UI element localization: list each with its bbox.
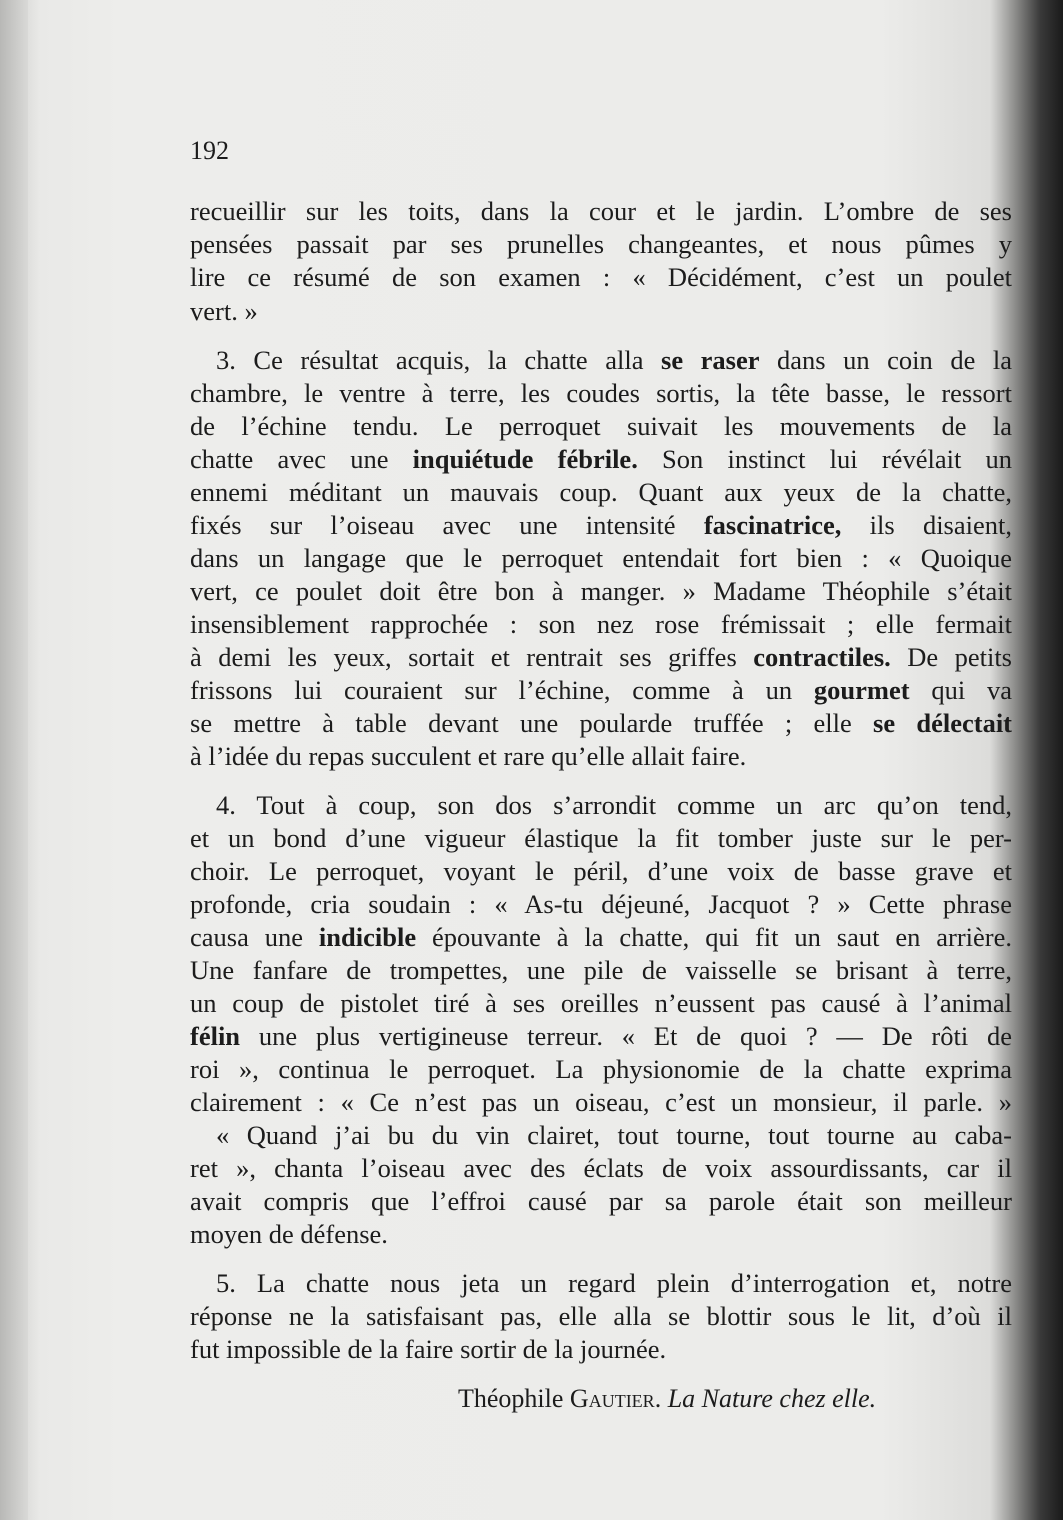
text-line xyxy=(190,986,1012,1020)
text-segment: à l’idée du repas succulent et rare qu’elle allait faire. xyxy=(190,741,747,771)
text-line xyxy=(216,1118,1012,1152)
text-line xyxy=(190,1332,666,1366)
text-segment: pensées passait par ses prunelles changeantes, et nous pûmes y xyxy=(190,229,1012,259)
text-segment: moyen de défense. xyxy=(190,1219,388,1249)
text-line xyxy=(190,1151,1012,1185)
text-segment: ils disaient, xyxy=(841,510,1012,540)
text-segment: de l’échine tendu. Le perroquet suivait les mouvements de la xyxy=(190,411,1012,441)
text-segment: profonde, cria soudain : « As-tu déjeuné, Jacquot ? » Cette phrase xyxy=(190,889,1012,919)
bold-term: se raser xyxy=(661,345,760,375)
text-line xyxy=(190,376,1012,410)
text-line xyxy=(190,1019,1012,1053)
text-line xyxy=(190,1184,1012,1218)
text-segment: 3. Ce résultat acquis, la chatte alla xyxy=(216,345,662,375)
text-segment: choir. Le perroquet, voyant le péril, d’une voix de basse grave et xyxy=(190,856,1012,886)
text-segment: chatte avec une xyxy=(190,444,413,474)
text-segment: chambre, le ventre à terre, les coudes sortis, la tête basse, le ressort xyxy=(190,378,1012,408)
text-segment: 5. La chatte nous jeta un regard plein d’interrogation et, notre xyxy=(216,1268,1012,1298)
attribution xyxy=(458,1384,876,1414)
attribution-separator: . xyxy=(654,1384,668,1413)
page-edge xyxy=(0,0,28,1520)
text-segment: 4. Tout à coup, son dos s’arrondit comme un arc qu’on tend, xyxy=(216,790,1012,820)
text-line xyxy=(190,1052,1012,1086)
text-segment: une plus vertigineuse terreur. « Et de quoi ? — De rôti de xyxy=(240,1021,1012,1051)
text-segment: roi », continua le perroquet. La physionomie de la chatte exprima xyxy=(190,1054,1012,1084)
bold-term: fascinatrice, xyxy=(703,510,842,540)
text-segment: et un bond d’une vigueur élastique la fit tomber juste sur le per- xyxy=(190,823,1012,853)
text-segment: qui va xyxy=(909,675,1013,705)
page-number: 192 xyxy=(190,136,229,165)
text-line xyxy=(190,739,746,773)
text-segment: recueillir sur les toits, dans la cour et le jardin. L’ombre de ses xyxy=(190,196,1012,226)
text-segment: Une fanfare de trompettes, une pile de vaisselle se brisant à terre, xyxy=(190,955,1012,985)
text-line xyxy=(216,1266,1012,1300)
text-line xyxy=(190,1299,1012,1333)
text-segment: vert. » xyxy=(190,296,258,326)
work-title: La Nature chez elle. xyxy=(667,1384,877,1413)
text-segment: insensiblement rapprochée : son nez rose frémissait ; elle fermait xyxy=(190,609,1012,639)
text-line xyxy=(190,1217,388,1251)
bold-term: se délectait xyxy=(873,708,1013,738)
text-segment: réponse ne la satisfaisant pas, elle alla se blottir sous le lit, d’où il xyxy=(190,1301,1012,1331)
author-surname: Gautier xyxy=(569,1384,655,1413)
text-line xyxy=(190,607,1012,641)
text-line xyxy=(190,294,258,328)
text-segment: clairement : « Ce n’est pas un oiseau, c’est un monsieur, il parle. » xyxy=(190,1087,1012,1117)
bold-term: indicible xyxy=(318,922,417,952)
text-segment: un coup de pistolet tiré à ses oreilles n’eussent pas causé à l’animal xyxy=(190,988,1012,1018)
text-segment: ret », chanta l’oiseau avec des éclats de voix assourdissants, car il xyxy=(190,1153,1012,1183)
text-line xyxy=(190,953,1012,987)
text-line xyxy=(190,260,1012,294)
text-segment: causa une xyxy=(190,922,319,952)
text-segment: lire ce résumé de son examen : « Décidément, c’est un poulet xyxy=(190,262,1012,292)
text-line xyxy=(190,508,1012,542)
text-line xyxy=(190,1085,1012,1119)
text-line xyxy=(190,706,1012,740)
text-segment: Son instinct lui révélait un xyxy=(637,444,1013,474)
author-first-name: Théophile xyxy=(458,1384,570,1413)
text-line xyxy=(216,788,1012,822)
text-segment: De petits xyxy=(890,642,1012,672)
text-segment: fut impossible de la faire sortir de la journée. xyxy=(190,1334,667,1364)
text-line xyxy=(190,821,1012,855)
text-line xyxy=(190,640,1012,674)
text-segment: frissons lui couraient sur l’échine, comme à un xyxy=(190,675,814,705)
text-line xyxy=(190,409,1012,443)
text-segment: dans un coin de la xyxy=(759,345,1012,375)
text-line xyxy=(190,920,1012,954)
text-segment: ennemi méditant un mauvais coup. Quant aux yeux de la chatte, xyxy=(190,477,1012,507)
text-line xyxy=(190,887,1012,921)
text-line xyxy=(190,194,1012,228)
text-line xyxy=(190,574,1012,608)
text-segment: vert, ce poulet doit être bon à manger. » Madame Théophile s’était xyxy=(190,576,1012,606)
text-segment: avait compris que l’effroi causé par sa parole était son meilleur xyxy=(190,1186,1012,1216)
text-segment: épouvante à la chatte, qui fit un saut en arrière. xyxy=(416,922,1012,952)
text-segment: dans un langage que le perroquet entendait fort bien : « Quoique xyxy=(190,543,1012,573)
text-segment: « Quand j’ai bu du vin clairet, tout tourne, tout tourne au caba- xyxy=(216,1120,1012,1150)
text-line xyxy=(190,475,1012,509)
text-segment: à demi les yeux, sortait et rentrait ses griffes xyxy=(190,642,754,672)
text-line xyxy=(190,541,1012,575)
text-segment: se mettre à table devant une poularde truffée ; elle xyxy=(190,708,874,738)
bold-term: contractiles. xyxy=(753,642,891,672)
text-segment: fixés sur l’oiseau avec une intensité xyxy=(190,510,704,540)
text-line xyxy=(190,673,1012,707)
text-line xyxy=(216,343,1012,377)
bold-term: félin xyxy=(190,1021,241,1051)
text-line xyxy=(190,442,1012,476)
text-line xyxy=(190,854,1012,888)
bold-term: gourmet xyxy=(813,675,910,705)
text-line xyxy=(190,227,1012,261)
bold-term: inquiétude fébrile. xyxy=(412,444,638,474)
